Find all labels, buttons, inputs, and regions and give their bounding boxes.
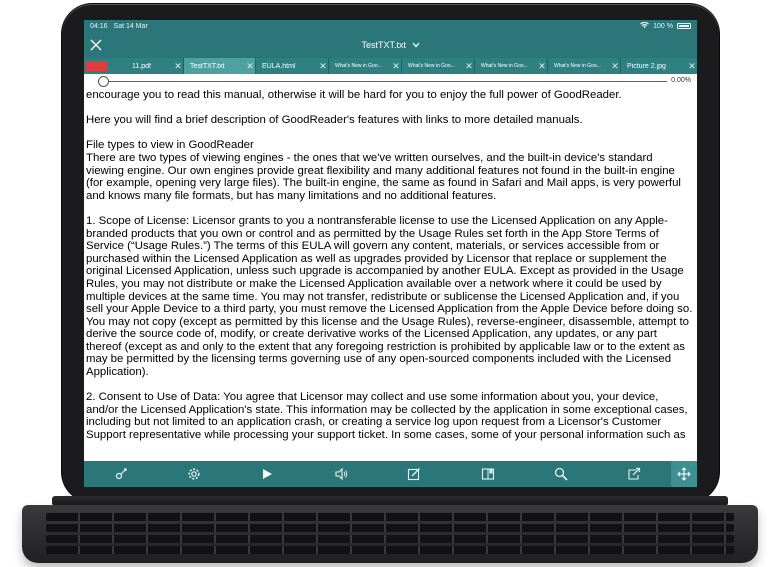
color-marker[interactable] — [86, 61, 108, 71]
paragraph: File types to view in GoodReader There are two types of viewing engines - the ones that we've written ourselves, and the built-in device's standard viewing engine. Our own engines provide great flexibility and many additional features not found in the built-in engine (for example, opening very large files). The built-in engine, the same as found in Safari and Mail apps, is very powerful and knows many file formats, but has many limitations and no additional features. — [86, 139, 681, 202]
tab-2[interactable] — [184, 58, 256, 74]
progress-slider-handle[interactable] — [98, 76, 109, 87]
tab-label: What's New in Goo... — [554, 63, 601, 69]
speaker-icon[interactable] — [334, 467, 348, 481]
title-bar — [84, 32, 697, 58]
paragraph: encourage you to read this manual, otherwise it will be hard for you to enjoy the full power of GoodReader. — [86, 89, 622, 101]
tab-5[interactable] — [402, 58, 475, 74]
document-text[interactable] — [84, 89, 697, 461]
tab-close-icon[interactable]: ✕ — [319, 60, 327, 71]
tab-label: EULA.html — [262, 62, 296, 70]
tab-label: 11.pdf — [132, 62, 151, 70]
bottom-toolbar — [84, 461, 697, 487]
tab-close-icon[interactable]: ✕ — [392, 60, 400, 71]
tab-1[interactable] — [112, 58, 184, 74]
status-bar — [84, 20, 697, 32]
tab-6[interactable] — [475, 58, 548, 74]
tab-close-icon[interactable]: ✕ — [246, 60, 254, 71]
tab-4[interactable] — [329, 58, 402, 74]
paragraph: Here you will find a brief description of GoodReader's features with links to more detailed manuals. — [86, 114, 583, 127]
resize-button[interactable] — [671, 461, 697, 487]
tab-close-icon[interactable]: ✕ — [465, 60, 473, 71]
wifi-icon — [640, 22, 649, 31]
tab-label: What's New in Goo... — [335, 63, 382, 69]
settings-icon[interactable] — [187, 467, 201, 481]
play-icon[interactable] — [260, 467, 274, 481]
progress-percent: 0.00% — [671, 77, 691, 84]
search-icon[interactable] — [554, 467, 568, 481]
tab-bar — [84, 58, 697, 74]
screen — [84, 20, 697, 487]
tab-8[interactable] — [621, 58, 697, 74]
reading-progress — [84, 74, 697, 89]
edit-icon[interactable] — [407, 467, 421, 481]
tab-7[interactable] — [548, 58, 621, 74]
tab-close-icon[interactable]: ✕ — [611, 60, 619, 71]
battery-icon — [677, 23, 691, 29]
tab-3[interactable] — [256, 58, 329, 74]
progress-track[interactable] — [98, 81, 667, 82]
tab-label: What's New in Goo... — [408, 63, 455, 69]
tab-label: Picture 2.jpg — [627, 62, 666, 70]
document-title[interactable] — [84, 32, 697, 58]
paragraph: 2. Consent to Use of Data: You agree that Licensor may collect and use some information about you, your device, and/or the Licensed Application's state. This information may be collected by the application in some exceptional cases, including but not limited to an application crash, or creating a service log upon request from a Licensor's Customer Support representative while processing your support ticket. In some cases, some of your personal information such as — [86, 391, 688, 442]
paragraph: 1. Scope of License: Licensor grants to you a nontransferable license to use the Licensed Application on any Apple-branded products that you own or control and as permitted by the Usage Rules set forth in the App Store Terms of Service (“Usage Rules.”) The terms of this EULA will govern any content, materials, or services accessible from or purchased within the Licensed Application as well as upgrades provided by Licensor that replace or supplement the original Licensed Application, unless such upgrade is accompanied by another EULA. Except as provided in the Usage Rules, you may not distribute or make the Licensed Application available over a network where it could be used by multiple devices at the same time. You may not transfer, redistribute or sublicense the Licensed Application and, if you sell your Apple Device to a third party, you must remove the Licensed Application from the Apple Device before doing so. You may not copy (except as permitted by this license and the Usage Rules), reverse-engineer, disassemble, attempt to derive the source code of, modify, or create derivative works of the Licensed Application, any updates, or any part thereof (except as and only to the extent that any foregoing restriction is prohibited by applicable law or to the extent as may be permitted by the licensing terms governing use of any open-sourced components included with the Licensed Application). — [86, 214, 693, 379]
bookmarks-icon[interactable] — [481, 467, 495, 481]
tools-icon[interactable] — [114, 467, 128, 481]
share-icon[interactable] — [627, 467, 641, 481]
tab-close-icon[interactable]: ✕ — [688, 60, 696, 71]
document-title-text: TestTXT.txt — [361, 40, 406, 50]
battery-percent: 100 % — [653, 22, 673, 30]
chevron-down-icon — [412, 42, 420, 48]
status-time: 04:16 — [90, 22, 108, 30]
resize-arrows-icon — [677, 467, 691, 481]
tab-close-icon[interactable]: ✕ — [538, 60, 546, 71]
tab-close-icon[interactable]: ✕ — [174, 60, 182, 71]
keyboard — [22, 505, 758, 563]
tab-label: What's New in Goo... — [481, 63, 528, 69]
tab-label: TestTXT.txt — [190, 62, 225, 70]
status-date: Sat 14 Mar — [113, 22, 148, 30]
